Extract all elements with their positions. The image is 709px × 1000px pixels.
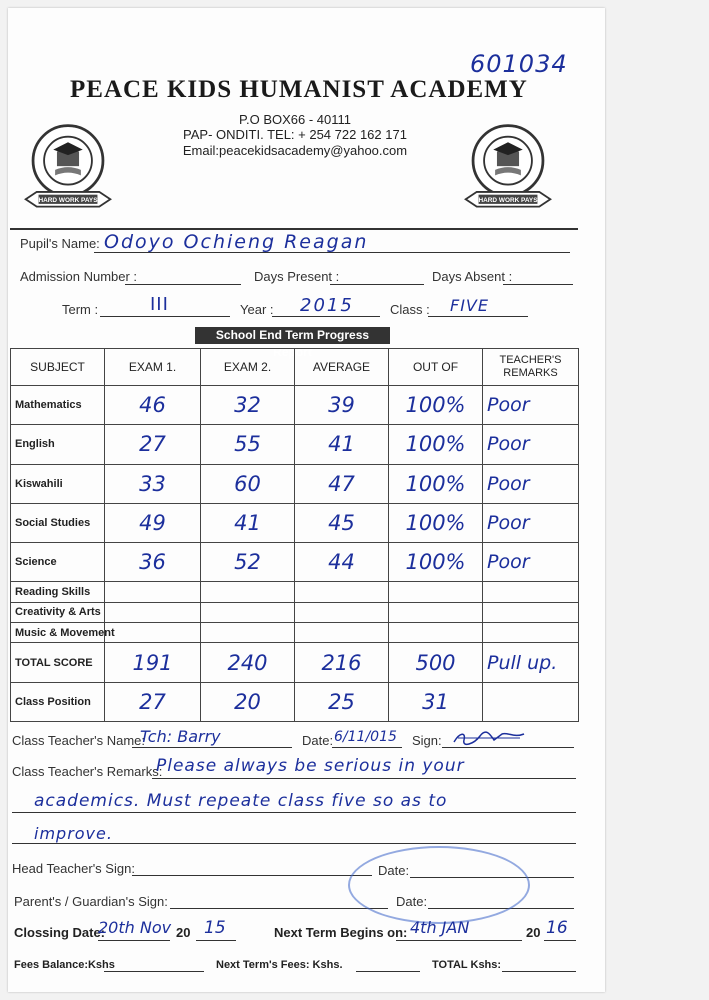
table-row [11, 543, 579, 582]
average-cell: 47 [295, 464, 389, 503]
table-header-row [11, 349, 579, 386]
remarks-cell: Poor [483, 543, 579, 582]
average-cell: 41 [295, 425, 389, 464]
remarks-cell: Poor [483, 464, 579, 503]
head-teacher-sign-line [132, 875, 372, 876]
subject-cell: Mathematics [11, 386, 105, 425]
remarks-cell: Poor [483, 386, 579, 425]
exam1-cell: 27 [105, 425, 201, 464]
term-line [100, 316, 230, 317]
subject-cell: Music & Movement [11, 623, 105, 643]
next-term-fees-label: Next Term's Fees: Kshs. [216, 959, 343, 971]
table-row [11, 425, 579, 464]
column-header: OUT OF [389, 349, 483, 386]
days-absent-label: Days Absent : [432, 269, 513, 284]
class-line [428, 316, 528, 317]
next-term-fees-line [356, 971, 420, 972]
closing-date-label: Clossing Date: [14, 925, 106, 940]
exam2-cell: 52 [201, 543, 295, 582]
exam1-cell: 33 [105, 464, 201, 503]
next-term-label: Next Term Begins on: [274, 925, 408, 940]
column-header: EXAM 1. [105, 349, 201, 386]
term-label: Term : [62, 302, 99, 317]
exam2-cell: 240 [201, 643, 295, 682]
teacher-date-line [332, 747, 402, 748]
column-header: AVERAGE [295, 349, 389, 386]
school-logo-right [462, 118, 554, 223]
out-of-cell: 100% [389, 425, 483, 464]
class-teacher-name-value: Tch: Barry [140, 727, 221, 746]
closing-year-line [196, 940, 236, 941]
subject-cell: Social Studies [11, 503, 105, 542]
remarks-cell [483, 682, 579, 721]
year-line [272, 316, 380, 317]
parent-sign-line [170, 908, 388, 909]
closing-year-suffix: 15 [204, 918, 226, 938]
exam1-cell: 49 [105, 503, 201, 542]
head-teacher-sign-label: Head Teacher's Sign: [12, 861, 135, 876]
class-teacher-name-label: Class Teacher's Name: [12, 733, 146, 748]
table-row [11, 623, 579, 643]
next-term-line [396, 940, 522, 941]
out-of-cell [389, 602, 483, 622]
year-label: Year : [240, 302, 274, 317]
class-value: FIVE [450, 296, 489, 315]
days-present-line [330, 284, 424, 285]
average-cell: 25 [295, 682, 389, 721]
parent-date-label: Date: [396, 894, 428, 909]
teacher-date-value: 6/11/015 [334, 729, 397, 745]
total-fees-label: TOTAL Kshs: [432, 959, 502, 971]
parent-sign-label: Parent's / Guardian's Sign: [14, 894, 168, 909]
fees-balance-line [104, 971, 204, 972]
subject-cell: Kiswahili [11, 464, 105, 503]
table-row [11, 682, 579, 721]
next-term-day-month: 4th JAN [410, 918, 470, 937]
report-title: School End Term Progress Report [195, 327, 390, 344]
term-value: III [150, 294, 169, 315]
school-po-box: P.O BOX66 - 40111 [238, 112, 352, 127]
average-cell: 44 [295, 543, 389, 582]
exam2-cell: 41 [201, 503, 295, 542]
class-label: Class : [390, 302, 430, 317]
school-logo-left [22, 118, 114, 223]
subject-cell: Class Position [11, 682, 105, 721]
closing-year-prefix: 20 [176, 925, 191, 940]
subject-cell: Science [11, 543, 105, 582]
remarks-text-1: Please always be serious in your [156, 756, 465, 776]
out-of-cell: 100% [389, 464, 483, 503]
days-absent-line [503, 284, 573, 285]
column-header: SUBJECT [11, 349, 105, 386]
admission-number-line [125, 284, 241, 285]
average-cell: 45 [295, 503, 389, 542]
remarks-line-3 [12, 843, 576, 844]
teacher-sign-label: Sign: [412, 733, 442, 748]
table-row [11, 503, 579, 542]
remarks-cell: Poor [483, 425, 579, 464]
remarks-text-3: improve. [34, 824, 113, 843]
teacher-signature-icon [450, 728, 530, 748]
exam2-cell [201, 602, 295, 622]
table-row [11, 386, 579, 425]
subject-cell: English [11, 425, 105, 464]
next-term-year-suffix: 16 [546, 918, 568, 938]
out-of-cell: 100% [389, 386, 483, 425]
exam2-cell: 20 [201, 682, 295, 721]
class-teacher-remarks-label: Class Teacher's Remarks: [12, 764, 163, 779]
fees-balance-label: Fees Balance:Kshs [14, 959, 115, 971]
remarks-cell [483, 623, 579, 643]
school-tel: PAP- ONDITI. TEL: + 254 722 162 171 [183, 127, 407, 142]
total-fees-line [502, 971, 576, 972]
column-header: TEACHER'S REMARKS [483, 349, 579, 386]
exam1-cell [105, 623, 201, 643]
average-cell: 39 [295, 386, 389, 425]
motto-left: HARD WORK PAYS [38, 197, 98, 205]
out-of-cell: 100% [389, 543, 483, 582]
remarks-line-1 [152, 778, 576, 779]
exam2-cell [201, 623, 295, 643]
pupil-name-value: Odoyo Ochieng Reagan [104, 231, 369, 253]
remarks-cell [483, 582, 579, 602]
exam1-cell [105, 602, 201, 622]
table-row [11, 582, 579, 602]
school-crest-icon [22, 118, 114, 218]
average-cell [295, 623, 389, 643]
closing-day-month: 20th Nov [98, 918, 172, 937]
remarks-cell: Pull up. [483, 643, 579, 682]
column-header: EXAM 2. [201, 349, 295, 386]
remarks-cell [483, 602, 579, 622]
head-date-label: Date: [378, 863, 410, 878]
serial-number: 601034 [470, 50, 568, 78]
exam1-cell: 191 [105, 643, 201, 682]
average-cell [295, 602, 389, 622]
exam1-cell: 36 [105, 543, 201, 582]
remarks-line-2 [12, 812, 576, 813]
remarks-text-2: academics. Must repeate class five so as to [34, 791, 448, 811]
exam1-cell: 46 [105, 386, 201, 425]
average-cell: 216 [295, 643, 389, 682]
exam2-cell: 55 [201, 425, 295, 464]
pupil-name-label: Pupil's Name: [20, 236, 100, 251]
closing-date-line [98, 940, 170, 941]
out-of-cell: 500 [389, 643, 483, 682]
subject-cell: Creativity & Arts [11, 602, 105, 622]
exam2-cell [201, 582, 295, 602]
year-value: 2015 [300, 295, 354, 316]
out-of-cell: 100% [389, 503, 483, 542]
exam2-cell: 32 [201, 386, 295, 425]
school-crest-icon [462, 118, 554, 218]
next-term-year-line [544, 940, 576, 941]
out-of-cell [389, 623, 483, 643]
out-of-cell [389, 582, 483, 602]
class-teacher-name-line [132, 747, 292, 748]
table-row [11, 602, 579, 622]
subject-cell: Reading Skills [11, 582, 105, 602]
admission-number-label: Admission Number : [20, 269, 138, 284]
school-email: Email:peacekidsacademy@yahoo.com [182, 143, 408, 158]
grades-table [10, 348, 579, 722]
average-cell [295, 582, 389, 602]
exam2-cell: 60 [201, 464, 295, 503]
table-row [11, 643, 579, 682]
remarks-cell: Poor [483, 503, 579, 542]
office-stamp [348, 846, 530, 924]
motto-right: HARD WORK PAYS [478, 197, 538, 205]
header-divider [10, 228, 578, 230]
exam1-cell [105, 582, 201, 602]
exam1-cell: 27 [105, 682, 201, 721]
school-name: PEACE KIDS HUMANIST ACADEMY [70, 76, 528, 103]
table-row [11, 464, 579, 503]
next-term-year-prefix: 20 [526, 925, 541, 940]
days-present-label: Days Present : [254, 269, 340, 284]
subject-cell: TOTAL SCORE [11, 643, 105, 682]
out-of-cell: 31 [389, 682, 483, 721]
teacher-date-label: Date: [302, 733, 334, 748]
